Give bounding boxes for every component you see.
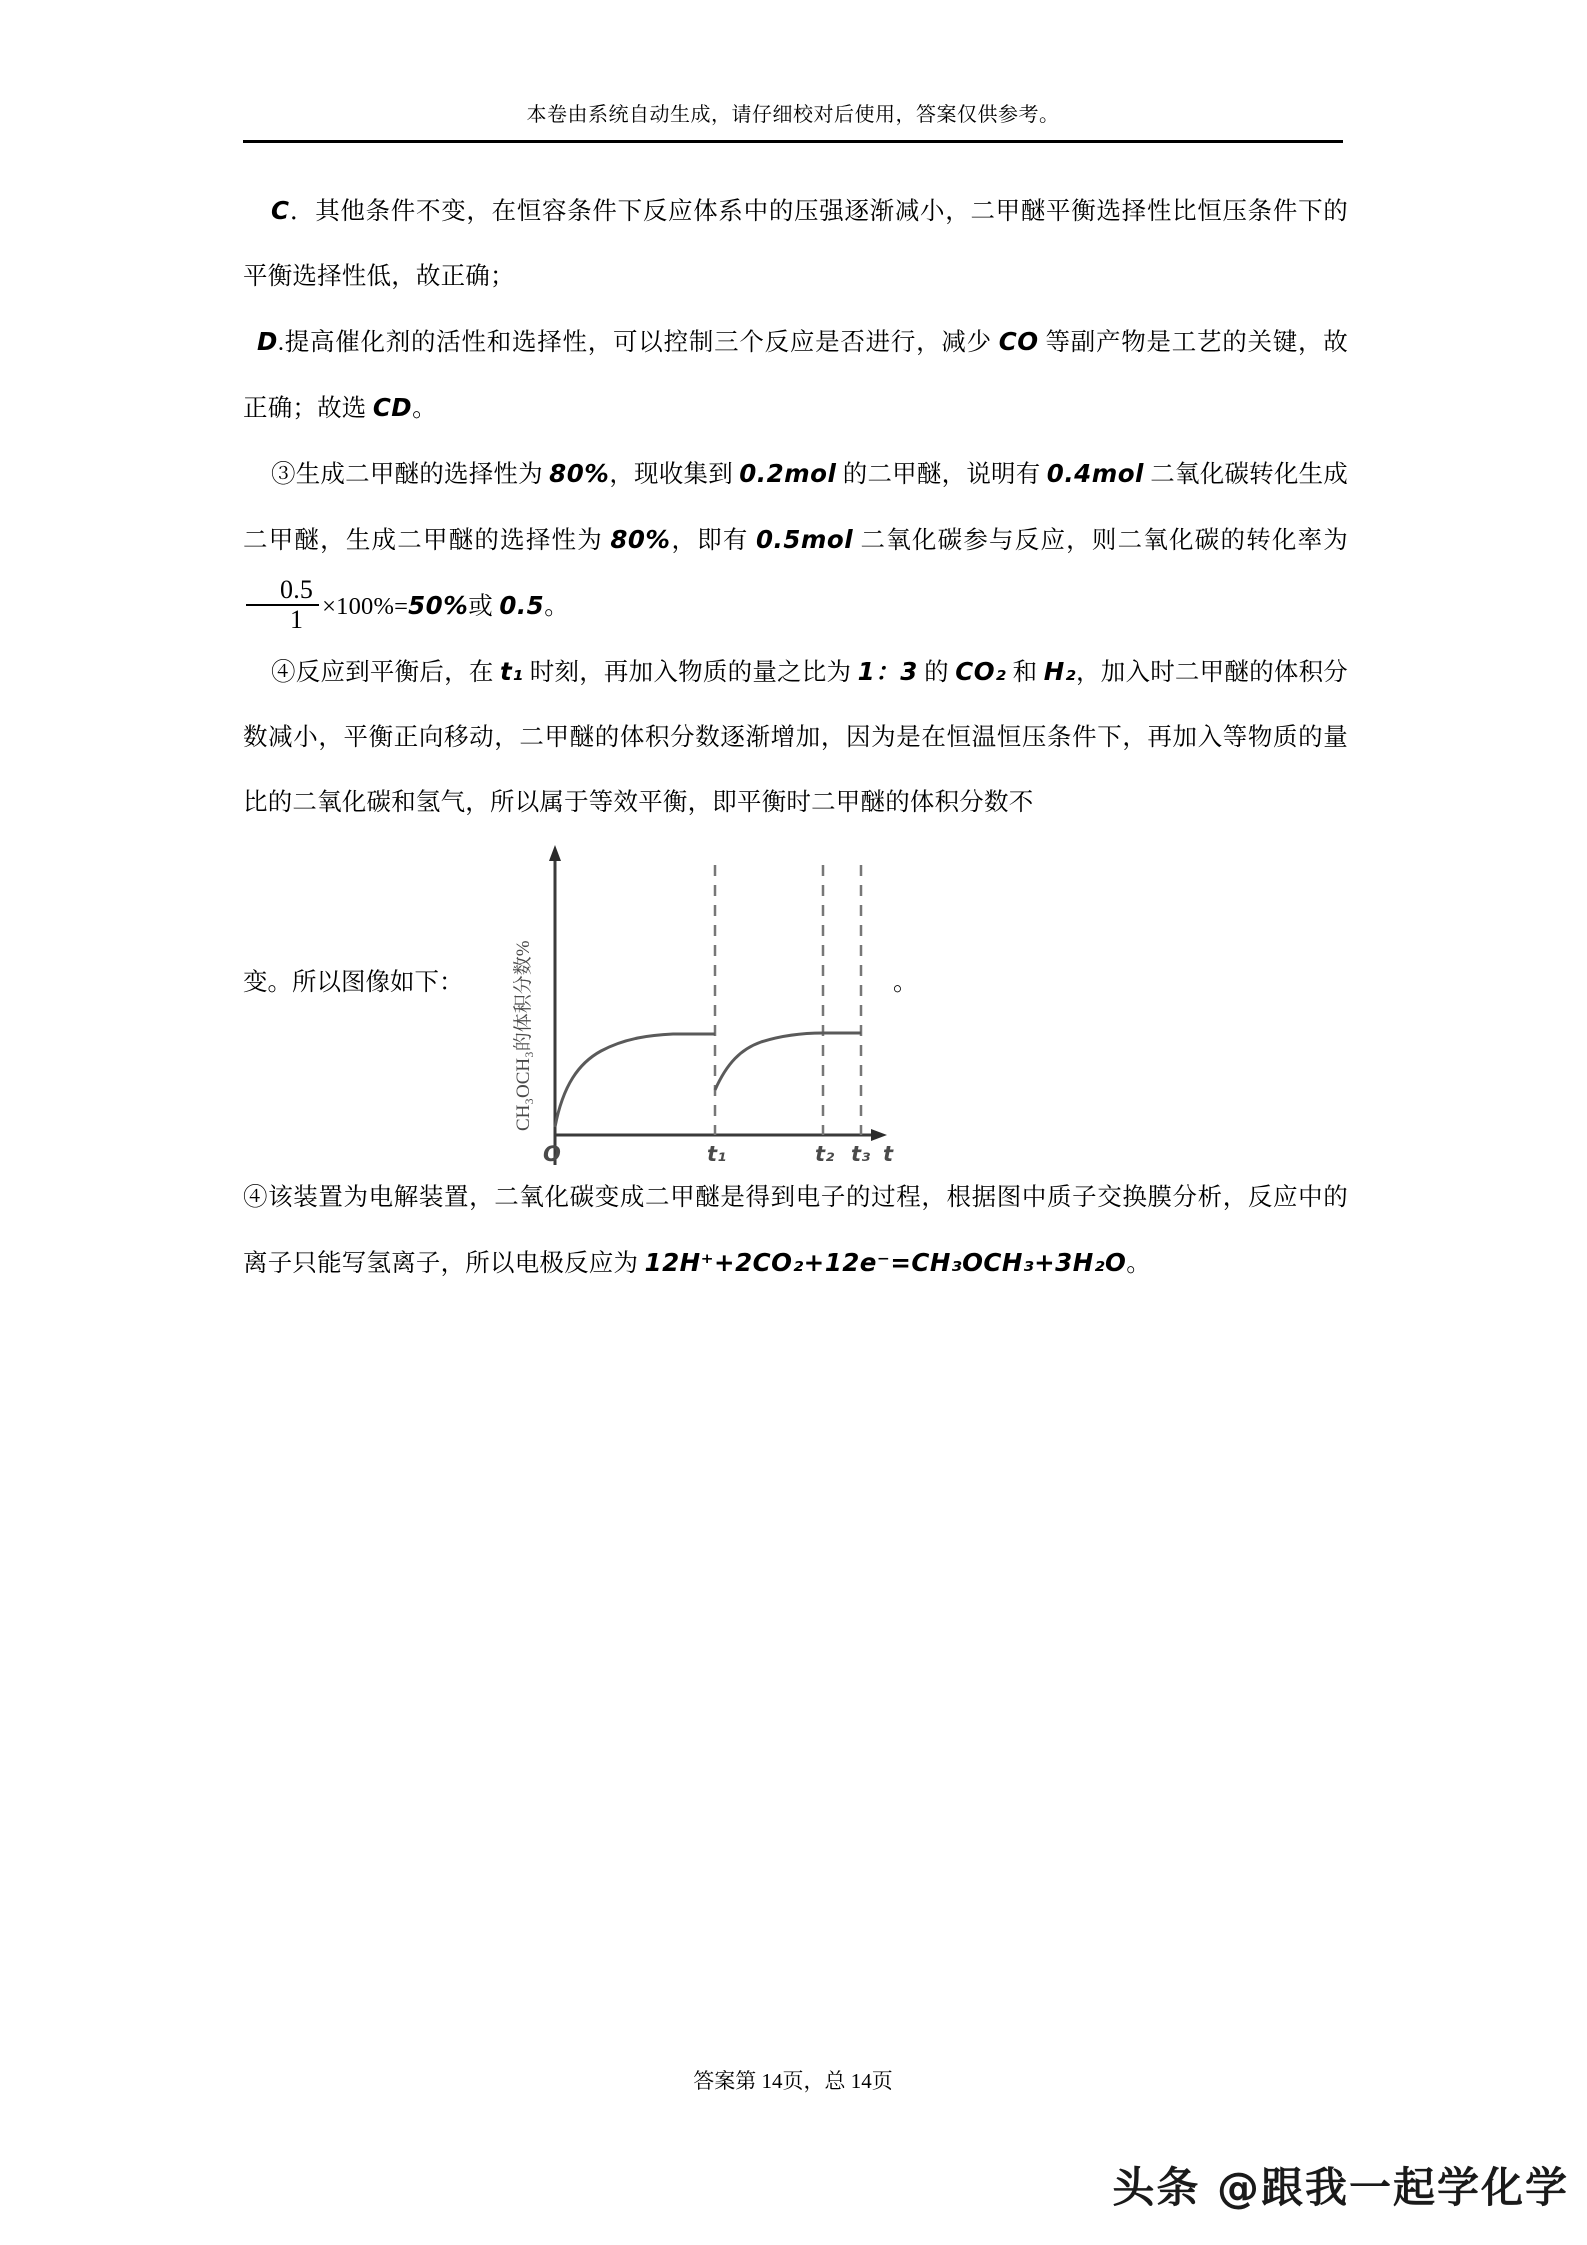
variable-t1: t₁ <box>499 657 524 686</box>
option-c-letter: C <box>271 196 290 225</box>
item4b-text: ④该装置为电解装置，二氧化碳变成二甲醚是得到电子的过程，根据图中质子交换膜分析，反应中的离子只能写氢离子，所以电极反应为 <box>243 1184 1348 1277</box>
curve-segment-1 <box>555 1034 715 1127</box>
value-selectivity-80-2: 80% <box>610 525 671 554</box>
formula-co2: CO₂ <box>955 657 1007 686</box>
paragraph-item-4-second <box>243 1165 1348 1296</box>
x-tick-origin: O <box>543 1142 561 1165</box>
chart-row <box>243 835 1348 1165</box>
y-axis-label: CH₃OCH₃的体积分数% <box>513 940 534 1131</box>
item3-text-5: ，即有 <box>670 527 756 554</box>
page-footer: 答案第 14页，总 14页 <box>693 2069 893 2093</box>
item3-text-7: 或 <box>468 593 500 620</box>
item4a-text-2: 时刻，再加入物质的量之比为 <box>523 659 858 686</box>
item4b-period: 。 <box>1126 1250 1151 1277</box>
item3-times-100: ×100% <box>322 593 395 620</box>
x-tick-t3: t₃ <box>851 1142 871 1165</box>
item4a-text-4: 和 <box>1006 659 1044 686</box>
formula-h2: H₂ <box>1043 657 1076 686</box>
fraction-0point5-over-1 <box>246 576 319 633</box>
chart-svg <box>483 835 903 1165</box>
formula-co: CO <box>998 327 1039 356</box>
volume-fraction-vs-time-chart <box>483 835 903 1165</box>
value-0point5: 0.5 <box>499 591 545 620</box>
x-axis-arrow <box>871 1129 887 1141</box>
item3-text-1: ③生成二甲醚的选择性为 <box>271 461 550 488</box>
y-axis-arrow <box>549 845 561 861</box>
answer-cd: CD <box>372 393 413 422</box>
option-c-text: ．其他条件不变，在恒容条件下反应体系中的压强逐渐减小，二甲醚平衡选择性比恒压条件下的平衡选择性低，故正确； <box>243 198 1348 290</box>
item3-text-2: ，现收集到 <box>609 461 740 488</box>
x-tick-t1: t₁ <box>707 1142 727 1165</box>
paragraph-option-d <box>243 309 1348 441</box>
x-tick-t2: t₂ <box>815 1142 835 1165</box>
option-d-period: 。 <box>412 395 437 422</box>
value-0-2mol: 0.2mol <box>739 459 837 488</box>
header-divider <box>243 140 1343 143</box>
option-d-letter: D <box>257 327 278 356</box>
item4a-text-5: ，加入时二甲醚的体积分数减小，平衡正向移动，二甲醚的体积分数逐渐增加，因为是在恒温恒压条件下，再加入等物质的量比的二氧化碳和氢气，所以属于等效平衡，即平衡时二甲醚的体积分数不 <box>243 659 1349 816</box>
item4a-text-1: ④反应到平衡后，在 <box>271 659 500 686</box>
paragraph-option-c <box>243 178 1348 309</box>
item3-period: 。 <box>544 593 569 620</box>
value-50-percent: 50% <box>408 591 469 620</box>
value-selectivity-80: 80% <box>549 459 610 488</box>
item3-text-3: 的二甲醚，说明有 <box>836 461 1047 488</box>
watermark-label: 头条 @跟我一起学化学 <box>1112 2163 1569 2212</box>
item3-text-6: 二氧化碳参与反应，则二氧化碳的转化率为 <box>853 527 1348 554</box>
value-ratio-1-3: 1：3 <box>857 657 918 686</box>
fraction-denominator: 1 <box>246 604 319 634</box>
paragraph-item-3 <box>243 441 1348 639</box>
curve-segment-2 <box>715 1033 861 1090</box>
fraction-numerator: 0.5 <box>280 574 314 604</box>
chart-trailing-period: 。 <box>893 969 918 996</box>
paragraph-item-4-first <box>243 639 1348 835</box>
x-tick-t: t <box>883 1142 894 1165</box>
item3-text-4: 二氧化碳转化生成二甲醚，生成二甲醚的选择性为 <box>243 461 1348 554</box>
item3-equals: = <box>394 593 409 620</box>
page-header-notice: 本卷由系统自动生成，请仔细校对后使用，答案仅供参考。 <box>526 104 1060 126</box>
value-0-5mol: 0.5mol <box>755 525 854 554</box>
electrode-equation: 12H⁺+2CO₂+12e⁻=CH₃OCH₃+3H₂O <box>644 1248 1127 1277</box>
option-d-text-1: .提高催化剂的活性和选择性，可以控制三个反应是否进行，减少 <box>277 329 999 356</box>
item4a-text-3: 的 <box>917 659 956 686</box>
document-body <box>243 178 1348 1296</box>
option-d-text-2: 等副产物是工艺的关键，故正确；故选 <box>243 329 1348 422</box>
chart-lead-text: 变。所以图像如下： <box>243 969 464 996</box>
value-0-4mol: 0.4mol <box>1046 459 1144 488</box>
